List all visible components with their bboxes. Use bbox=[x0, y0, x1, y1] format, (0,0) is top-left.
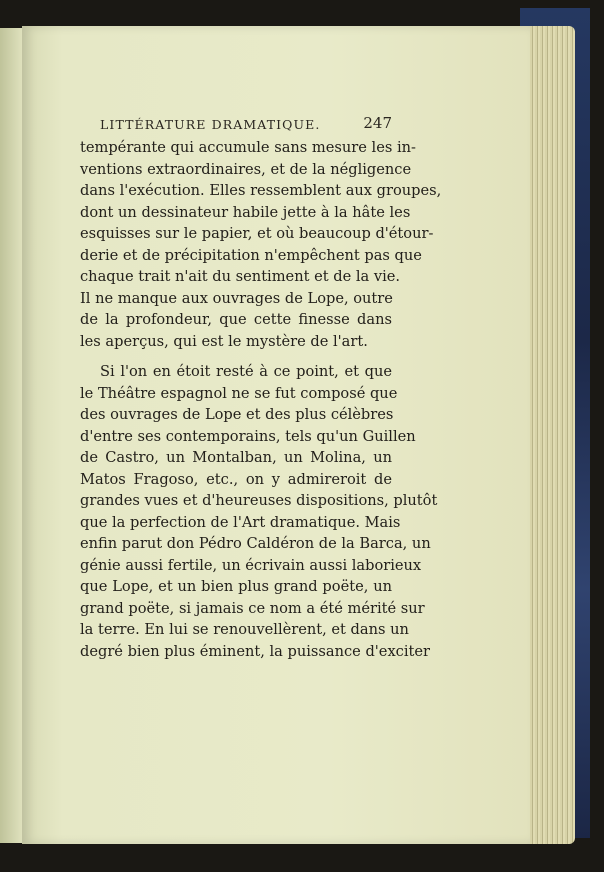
text-line: grandes vues et d'heureuses dispositions, plutôt bbox=[80, 492, 438, 509]
text-line: tempérante qui accumule sans mesure les in- bbox=[80, 139, 416, 156]
text-line: dont un dessinateur habile jette à la hâte les bbox=[80, 203, 411, 221]
text-line: que la perfection de l'Art dramatique. Mais bbox=[80, 513, 401, 531]
page-number: 247 bbox=[363, 114, 392, 132]
text-line: Matos Fragoso, etc., on y admireroit de bbox=[80, 470, 392, 488]
page-header bbox=[100, 115, 392, 135]
text-line: enfin parut don Pédro Caldéron de la Barca, un bbox=[80, 535, 431, 552]
text-line: esquisses sur le papier, et où beaucoup d'étour- bbox=[80, 225, 434, 242]
text-line: Si l'on en étoit resté à ce point, et que bbox=[100, 363, 392, 380]
text-line: que Lope, et un bien plus grand poëte, un bbox=[80, 578, 392, 595]
text-line: ventions extraordinaires, et de la négligence bbox=[80, 160, 412, 178]
text-line: génie aussi fertile, un écrivain aussi laborieux bbox=[80, 556, 422, 574]
text-line: la terre. En lui se renouvellèrent, et dans un bbox=[80, 621, 409, 638]
text-line: chaque trait n'ait du sentiment et de la vie. bbox=[80, 268, 401, 285]
text-line: le Théâtre espagnol ne se fut composé que bbox=[80, 384, 398, 402]
text-line: d'entre ses contemporains, tels qu'un Guillen bbox=[80, 427, 416, 445]
text-line: les aperçus, qui est le mystère de l'art. bbox=[80, 332, 368, 350]
text-line: Il ne manque aux ouvrages de Lope, outre bbox=[80, 289, 393, 307]
text-line: des ouvrages de Lope et des plus célèbres bbox=[80, 406, 394, 423]
running-head: LITTÉRATURE DRAMATIQUE. bbox=[100, 117, 321, 132]
text-line: grand poëte, si jamais ce nom a été mérité sur bbox=[80, 599, 425, 617]
text-line: de la profondeur, que cette finesse dans bbox=[80, 311, 392, 328]
text-line: dans l'exécution. Elles ressemblent aux groupes, bbox=[80, 182, 442, 199]
text-line: derie et de précipitation n'empêchent pas que bbox=[80, 246, 422, 264]
text-line: degré bien plus éminent, la puissance d'exciter bbox=[80, 642, 430, 660]
text-line: de Castro, un Montalban, un Molina, un bbox=[80, 449, 392, 466]
facing-page-edge bbox=[0, 28, 23, 843]
